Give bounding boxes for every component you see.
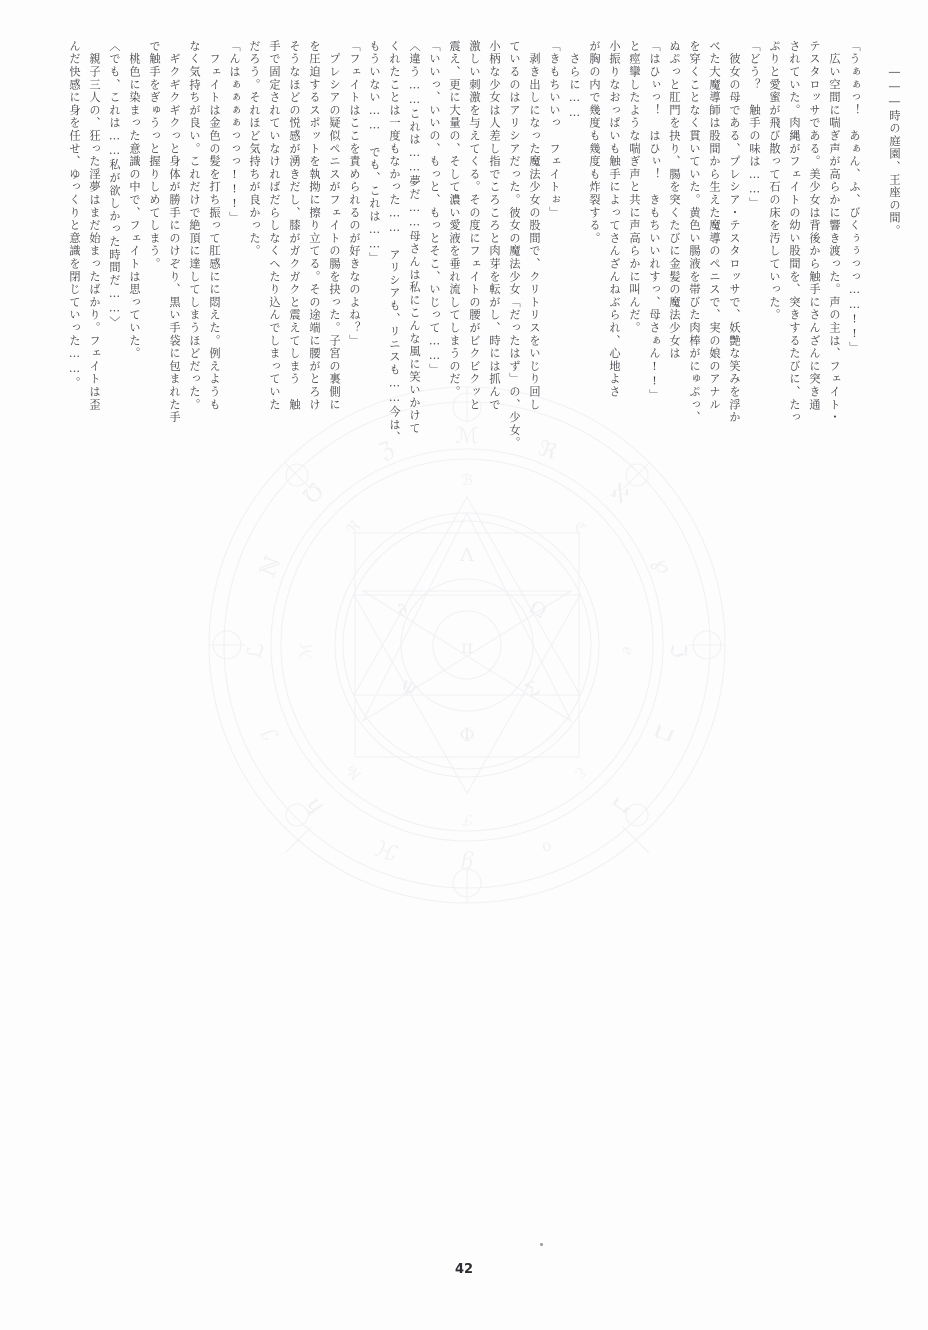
text-column: さらに……: [568, 40, 581, 121]
svg-text:ℊ: ℊ: [455, 851, 479, 876]
svg-text:Ψ: Ψ: [395, 676, 421, 704]
text-column: が胸の内で幾度も幾度も炸裂する。: [588, 40, 601, 245]
text-column: 「きもちいいっ フェイトぉ」: [548, 40, 561, 220]
text-column: ―――時の庭園、王座の間。: [888, 40, 901, 238]
text-column: 広い空間に喘ぎ声が高らかに響き渡った。声の主は、フェイト・: [828, 40, 841, 424]
svg-text:№: №: [342, 761, 365, 784]
text-column: 激しい刺激を与えてくる。その度にフェイトの腰がビクビクッと: [468, 40, 481, 412]
text-column: を穿くことなく貫いていた。黄色い腸液を帯びた肉棒がにゅぷっ、: [688, 40, 701, 424]
text-column: ぬぷっと肛門を抉り、腸を突くたびに金髪の魔法少女は: [668, 40, 681, 360]
svg-text:ℶ: ℶ: [648, 721, 678, 745]
text-column: 「うぁぁっ！ あぁん、ふ、びくぅぅっっ……!!」: [848, 40, 861, 355]
text-column: 剥き出しになった魔法少女の股間で、クリトリスをいじり回し: [528, 40, 541, 412]
text-column: もういない…… でも、これは……」: [368, 40, 381, 265]
text-column: テスタロッサである。美少女は背後から触手にさんざんに突き通: [808, 40, 821, 412]
text-column: 震え、更に大量の、そして濃い愛液を垂れ流してしまうのだ。: [448, 40, 461, 399]
text-column: なく気持ちが良い。これだけで絶頂に達してしまうほどだった。: [188, 40, 201, 412]
svg-text:Λ: Λ: [460, 544, 474, 566]
svg-text:ℜ: ℜ: [534, 436, 560, 466]
text-column: 親子三人の、狂った淫夢はまだ始まったばかり。フェイトは歪: [88, 40, 101, 412]
svg-text:ℏ: ℏ: [300, 791, 329, 820]
text-column: で触手をぎゅうっと握りしめてしまう。: [148, 40, 161, 271]
text-column: そうなほどの悦感が湧きだし、膝がガクガクと震えてしまう 触: [288, 40, 301, 412]
text-column: [860, 40, 880, 1245]
text-column: 手で固定されていなければだらしなくへたり込んでしまっていた: [268, 40, 281, 412]
text-column: 「フェイトはここを責められるのが好きなのよね？」: [348, 40, 361, 348]
svg-text:ℋ: ℋ: [372, 833, 402, 865]
text-column: ているのはアリシアだった。彼女の魔法少女「だったはず」の、少女。: [508, 40, 521, 450]
svg-text:∂: ∂: [392, 597, 412, 622]
svg-text:ℱ: ℱ: [461, 811, 473, 829]
text-column: ギクギクギクっと身体が勝手にのけぞり、黒い手袋に包まれた手: [168, 40, 181, 424]
text-column: んだ快感に身を任せ、ゆっくりと意識を閉じていった……。: [68, 40, 81, 390]
svg-text:ℬ: ℬ: [461, 471, 473, 489]
text-column: 彼女の母である、プレシア・テスタロッサで、妖艶な笑みを浮か: [728, 40, 741, 424]
svg-text:ℑ: ℑ: [664, 641, 691, 660]
svg-text:Σ: Σ: [521, 676, 544, 703]
svg-text:℘: ℘: [647, 552, 678, 579]
svg-text:ℯ: ℯ: [619, 646, 637, 656]
svg-text:π: π: [460, 636, 474, 658]
svg-text:ℰ: ℰ: [570, 762, 591, 783]
text-column: べた大魔導師は股間から生えた魔導のペニスで、実の娘のアナル: [708, 40, 721, 412]
text-column: 桃色に染まった意識の中で、フェイトは思っていた。: [128, 40, 141, 360]
text-column: 「いいっ、いいの、もっと、もっとそこ、いじって……」: [428, 40, 441, 377]
text-column: くれたことは一度もなかった…… アリシアも、リニスも……今は、: [388, 40, 401, 444]
text-column: 〈違う……これは……夢だ……母さんは私にこんな風に笑いかけて: [408, 40, 421, 435]
svg-text:℧: ℧: [299, 479, 330, 510]
svg-text:Ω: Ω: [525, 596, 550, 624]
svg-text:ℳ: ℳ: [297, 642, 315, 660]
text-column: 小振りなおっぱいも触手によってさんざんねぶられ、心地よさ: [608, 40, 621, 399]
svg-text:ℜ: ℜ: [342, 516, 365, 539]
svg-text:ℳ: ℳ: [455, 424, 479, 449]
novel-body-text: [60, 40, 900, 1245]
text-column: プレシアの疑似ペニスがフェイトの腸を抉った。子宮の裏側に: [328, 40, 341, 412]
text-column: 「どう？ 触手の味は……」: [748, 40, 761, 210]
text-column: 〈でも、これは……私が欲しかった時間だ……〉: [108, 40, 121, 329]
text-column: と痙攣したような喘ぎ声と共に声高らかに叫んだ。: [628, 40, 641, 335]
svg-text:ℭ: ℭ: [570, 517, 591, 538]
page-number: 42: [454, 1262, 474, 1277]
svg-text:ℒ: ℒ: [244, 643, 269, 659]
svg-text:ℨ: ℨ: [375, 436, 398, 466]
svg-text:ℐ: ℐ: [257, 723, 285, 743]
text-column: だろう。それほど気持ちが良かった。: [248, 40, 261, 258]
svg-text:ℴ: ℴ: [537, 835, 558, 863]
svg-text:ℕ: ℕ: [255, 552, 287, 581]
svg-text:Φ: Φ: [459, 724, 475, 746]
svg-text:ℵ: ℵ: [604, 479, 634, 509]
page-speck: [540, 1243, 543, 1246]
text-column: 「んはぁぁぁぁっっっ!!!」: [228, 40, 241, 225]
text-column: フェイトは金色の髪を打ち振って肛感にに悶えた。例えようも: [208, 40, 221, 412]
text-column: を圧迫するスポットを執拗に擦り立てる。その途端に腰がとろけ: [308, 40, 321, 412]
svg-text:ℷ: ℷ: [607, 793, 633, 818]
text-column: 小柄な少女は人差し指でころころと肉芽を転がし、時には抓んで: [488, 40, 501, 412]
text-column: ぷりと愛蜜が飛び散って石の床を汚していった。: [768, 40, 781, 322]
text-column: 「はひぃっ！ はひぃ！ きもちいいれすっ、母さぁん!!」: [648, 40, 661, 402]
text-column: されていた。肉縄がフェイトの幼い股間を、突きするたびに、たっ: [788, 40, 801, 424]
